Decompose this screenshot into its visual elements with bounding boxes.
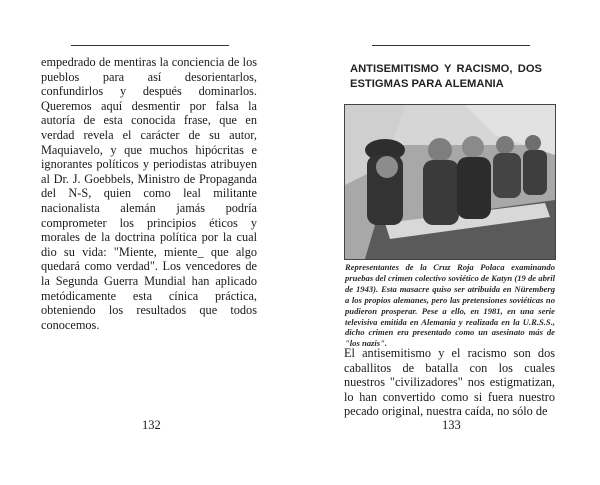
header-rule — [372, 45, 530, 46]
page-number: 133 — [442, 418, 461, 432]
photo-illustration — [345, 105, 555, 259]
right-page — [300, 0, 600, 485]
header-rule — [71, 45, 229, 46]
body-paragraph: empedrado de mentiras la conciencia de los pueblos para así desorientarlos, confundirlos y después dominarlos. Queremos aquí desmentir por falsa la autoría de esta conocida frase, que en verdad revela el carácter de su autor, Maquiavelo, y que muchos hipócritas e ignorantes políticos y periodistas atribuyen al Dr. J. Goebbels, Ministro de Propaganda del N-S, quien como leal militante nacionalista alemán jamás podría comprometer los principios éticos y morales de la doctrina política por la cual dio su vida: "Miente, miente_ que algo quedará como verdad". Los vencedores de la Segunda Guerra Mundial han aplicado metódicamente esta cínica práctica, obteniendo los resultados que todos conocemos. — [41, 55, 257, 332]
section-heading: ANTISEMITISMO Y RACISMO, DOS ESTIGMAS PARA ALEMANIA — [350, 63, 542, 90]
historical-photo — [344, 104, 556, 260]
page-number: 132 — [142, 418, 161, 432]
photo-caption: Representantes de la Cruz Roja Polaca examinando pruebas del crimen colectivo soviético de Katyn (19 de abril de 1943). Esta masacre quiso ser atribuida en Nüremberg a los propios alemanes, pero las pretensiones soviéticas no pudieron prosperar. Pese a ello, en 1981, en una serie televisiva emitida en Alemania y realizada en la U.R.S.S., dicho crimen era presentado como un asesinato más de "los nazis". — [345, 262, 555, 349]
body-paragraph: El antisemitismo y el racismo son dos caballitos de batalla con los cuales nuestros "civilizadores" nos estigmatizan, lo han convertido como si fuera nuestro pecado original, nuestra caída, no sólo de — [344, 346, 555, 419]
